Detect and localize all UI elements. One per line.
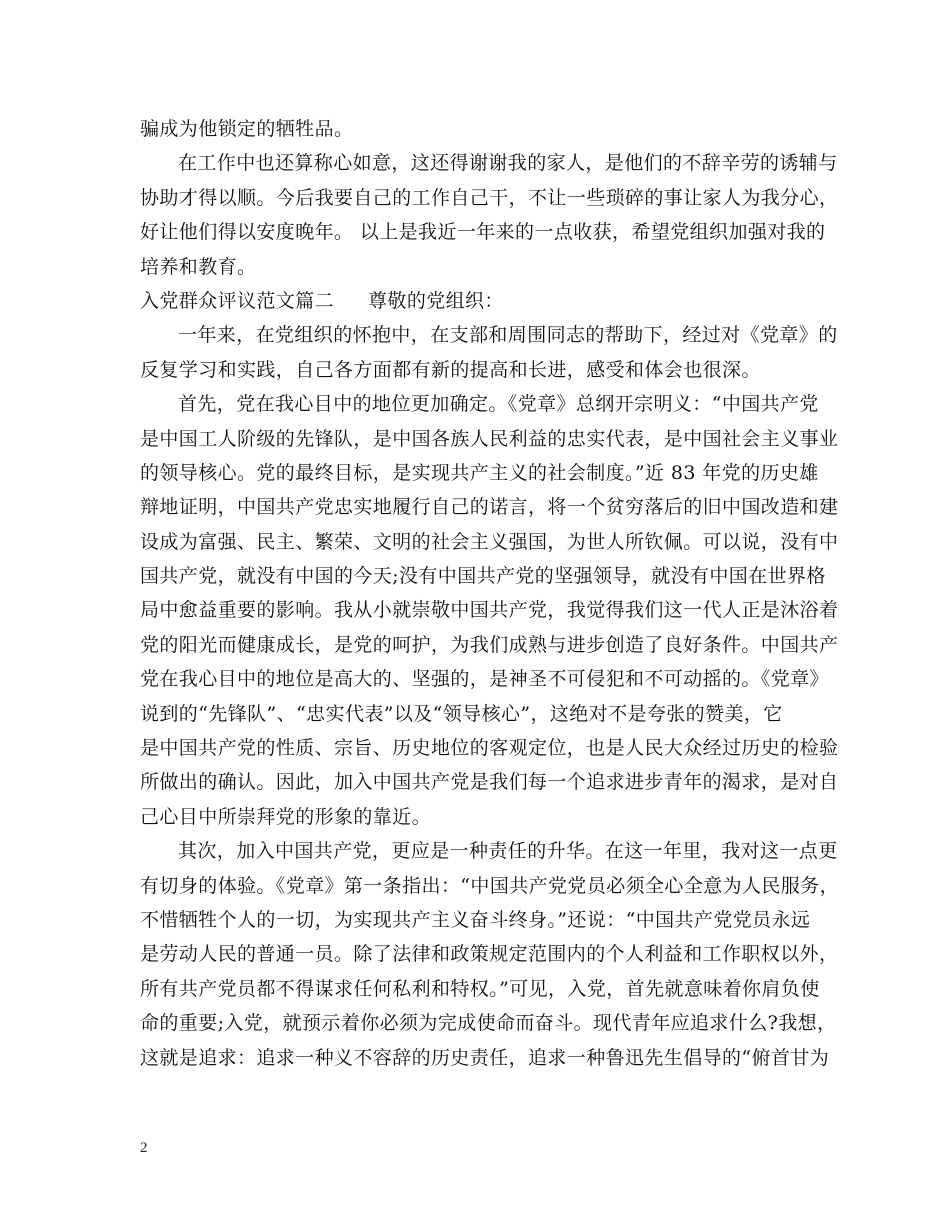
text-line-21: 其次，加入中国共产党，更应是一种责任的升华。在这一年里，我对这一点更	[178, 840, 838, 863]
text-line-27: 这就是追求：追求一种义不容辞的历史责任，追求一种鲁迅先生倡导的“俯首甘为	[140, 1046, 830, 1069]
text-line-17: 说到的“先锋队”、“忠实代表”以及“领导核心”，这绝对不是夸张的赞美，它	[140, 702, 783, 725]
text-line-3: 协助才得以顺。今后我要自己的工作自己干，不让一些琐碎的事让家人为我分心，	[140, 186, 839, 209]
text-line-23: 不惜牺牲个人的一切，为实现共产主义奋斗终身。”还说：“中国共产党党员永远	[140, 908, 811, 931]
text-line-9: 是中国工人阶级的先锋队，是中国各族人民利益的忠实代表，是中国社会主义事业	[140, 427, 839, 450]
text-line-20: 己心目中所崇拜党的形象的靠近。	[140, 805, 432, 828]
text-line-25: 所有共产党员都不得谋求任何私利和特权。”可见，入党，首先就意味着你肩负使	[140, 977, 820, 1000]
text-line-15: 党的阳光而健康成长，是党的呵护，为我们成熟与进步创造了良好条件。中国共产	[140, 633, 839, 656]
text-line-1: 骗成为他锁定的牺牲品。	[140, 118, 354, 140]
text-line-5: 培养和教育。	[140, 255, 257, 278]
text-line-6: 一年来，在党组织的怀抱中，在支部和周围同志的帮助下，经过对《党章》的	[178, 324, 838, 347]
text-line-22: 有切身的体验。《党章》第一条指出：“中国共产党党员必须全心全意为人民服务，	[140, 874, 840, 897]
section-heading: 入党群众评议范文篇二	[140, 289, 335, 312]
text-line-10: 的领导核心。党的最终目标，是实现共产主义的社会制度。”近 83 年党的历史雄	[140, 461, 819, 484]
text-line-24: 是劳动人民的普通一员。除了法律和政策规定范围内的个人利益和工作职权以外，	[140, 943, 839, 966]
page-number: 2	[140, 1140, 148, 1156]
document-body	[140, 112, 840, 1075]
text-line-16: 党在我心目中的地位是高大的、坚强的，是神圣不可侵犯和不可动摇的。《党章》	[140, 668, 829, 691]
text-line-7: 反复学习和实践，自己各方面都有新的提高和长进，感受和体会也很深。	[140, 358, 761, 381]
text-line-14: 局中愈益重要的影响。我从小就崇敬中国共产党，我觉得我们这一代人正是沐浴着	[140, 599, 839, 622]
text-line-11: 辩地证明，中国共产党忠实地履行自己的诺言，将一个贫穷落后的旧中国改造和建	[140, 496, 839, 519]
text-line-26: 命的重要;入党，就预示着你必须为完成使命而奋斗。现代青年应追求什么?我想，	[140, 1012, 837, 1035]
text-line-4: 好让他们得以安度晚年。 以上是我近一年来的一点收获，希望党组织加强对我的	[140, 221, 826, 244]
text-line-19: 所做出的确认。因此，加入中国共产党是我们每一个追求进步青年的渴求，是对自	[140, 771, 839, 794]
text-line-12: 设成为富强、民主、繁荣、文明的社会主义强国，为世人所钦佩。可以说，没有中	[140, 530, 839, 553]
text-line-13: 国共产党，就没有中国的今天;没有中国共产党的坚强领导，就没有中国在世界格	[140, 565, 826, 588]
text-line-18: 是中国共产党的性质、宗旨、历史地位的客观定位，也是人民大众经过历史的检验	[140, 737, 839, 760]
salutation: 尊敬的党组织：	[368, 289, 504, 312]
text-line-2: 在工作中也还算称心如意，这还得谢谢我的家人，是他们的不辞辛劳的诱辅与	[178, 152, 838, 175]
text-line-8: 首先，党在我心目中的地位更加确定。《党章》总纲开宗明义：“中国共产党	[178, 393, 819, 416]
section-heading-line	[140, 284, 815, 318]
